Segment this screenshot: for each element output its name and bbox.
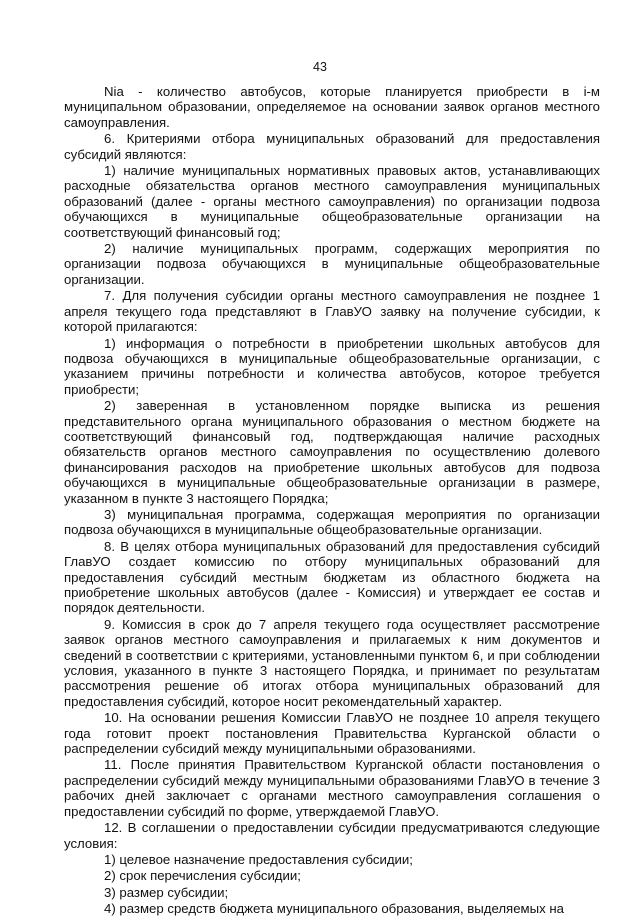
paragraph-12-item-3: 3) размер субсидии; xyxy=(104,884,229,900)
paragraph-8: 8. В целях отбора муниципальных образований для предоставления субсидий ГлавУО создает комиссию по отбору муниципальных образований для предоставления субсидий местным бюджетам из областного бюджета на приобретение школьных автобусов (далее - Комиссия) и утверждает ее состав и порядок деятельности. xyxy=(64,538,600,616)
paragraph-12: 12. В соглашении о предоставлении субсидии предусматриваются следующие условия: xyxy=(64,820,600,851)
paragraph-7-item-1: 1) информация о потребности в приобретении школьных автобусов для подвоза обучающихся в муниципальные общеобразовательные организации, с указанием причины потребности и количества автобусов, которое требуется приобрести; xyxy=(64,335,600,397)
paragraph-6-item-1: 1) наличие муниципальных нормативных правовых актов, устанавливающих расходные обязательства органов местного самоуправления муниципальных образований (далее - органы местного самоуправления) по организации подвоза обучающихся в муниципальные общеобразовательные организации на соответствующий финансовый год; xyxy=(64,163,600,240)
page-number: 43 xyxy=(313,60,327,74)
paragraph-7: 7. Для получения субсидии органы местного самоуправления не позднее 1 апреля текущего года представляют в ГлавУО заявку на получение субсидии, к которой прилагаются: xyxy=(64,288,600,335)
document-body xyxy=(64,84,600,918)
paragraph-11: 11. После принятия Правительством Курганской области постановления о распределении субсидий между муниципальными образованиями ГлавУО в течение 3 рабочих дней заключает с органами местного самоуправления соглашения о предоставлении субсидий по форме, утверждаемой ГлавУО. xyxy=(64,757,600,819)
paragraph-12-item-4: 4) размер средств бюджета муниципального образования, выделяемых на xyxy=(104,901,564,917)
paragraph-12-item-1: 1) целевое назначение предоставления субсидии; xyxy=(104,851,413,867)
paragraph-12-item-2: 2) срок перечисления субсидии; xyxy=(104,868,301,884)
paragraph-7-item-3: 3) муниципальная программа, содержащая мероприятия по организации подвоза обучающихся в муниципальные общеобразовательные организации. xyxy=(64,506,600,538)
paragraph-6: 6. Критериями отбора муниципальных образований для предоставления субсидий являются: xyxy=(64,131,600,162)
paragraph-10: 10. На основании решения Комиссии ГлавУО не позднее 10 апреля текущего года готовит проект постановления Правительства Курганской области о распределении субсидий между муниципальными образованиями. xyxy=(64,710,600,757)
paragraph-7-item-2: 2) заверенная в установленном порядке выписка из решения представительного органа муниципального образования о местном бюджете на соответствующий финансовый год, подтверждающая наличие расходных обязательств органов местного самоуправления по осуществлению долевого финансирования расходов на приобретение школьных автобусов для подвоза обучающихся в муниципальные общеобразовательные организации в размере, указанном в пункте 3 настоящего Порядка; xyxy=(64,398,600,506)
paragraph-6-item-2: 2) наличие муниципальных программ, содержащих мероприятия по организации подвоза обучающихся в муниципальные общеобразовательные организации. xyxy=(64,241,600,287)
paragraph-9: 9. Комиссия в срок до 7 апреля текущего года осуществляет рассмотрение заявок органов местного самоуправления и прилагаемых к ним документов и сведений в соответствии с критериями, установленными пунктом 6, и при соблюдении условия, указанного в пункте 3 настоящего Порядка, и принимает по результатам рассмотрения решение об итогах отбора муниципальных образований для предоставления субсидий, которое носит рекомендательный характер. xyxy=(64,616,600,709)
paragraph-nia-definition: Nia - количество автобусов, которые планируется приобрести в i-м муниципальном образовании, определяемое на основании заявок органов местного самоуправления. xyxy=(64,84,600,130)
